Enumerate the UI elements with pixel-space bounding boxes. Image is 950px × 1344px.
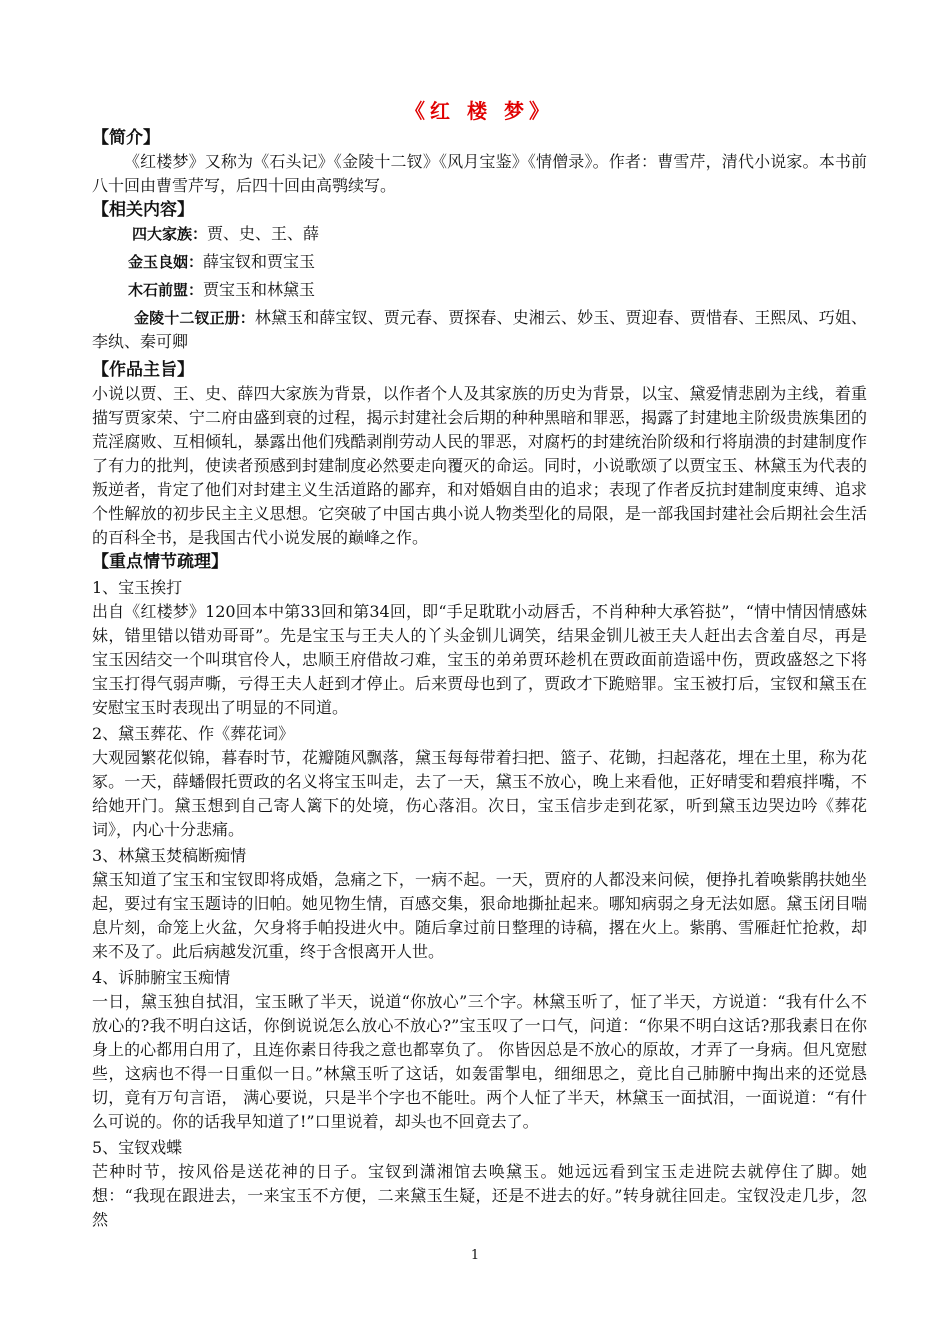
theme-paragraph: 小说以贾、王、史、薛四大家族为背景，以作者个人及其家族的历史为背景，以宝、黛爱情悲剧为主线，着重描写贾家荣、宁二府由盛到衰的过程，揭示封建社会后期的种种黑暗和罪恶，揭露了封建地主阶级贵族集团的荒淫腐败、互相倾轧，暴露出他们残酷剥削劳动人民的罪恶，对腐朽的封建统治阶级和行将崩溃的封建制度作了有力的批判，使读者预感到封建制度必然要走向覆灭的命运。同时，小说歌颂了以贾宝玉、林黛玉为代表的叛逆者，肯定了他们对封建主义生活道路的鄙弃，和对婚姻自由的追求；表现了作者反抗封建制度束缚、追求个性解放的初步民主主义思想。它突破了中国古典小说人物类型化的局限，是一部我国封建社会后期社会生活的百科全书，是我国古代小说发展的巅峰之作。 <box>92 384 867 547</box>
related-value: 贾、史、王、薛 <box>207 224 320 243</box>
related-value: 薛宝钗和贾宝玉 <box>203 252 316 271</box>
related-label: 金玉良姻： <box>128 253 204 271</box>
related-item-jinyu <box>92 250 867 274</box>
intro-heading: 【简介】 <box>92 128 160 148</box>
related-value: 贾宝玉和林黛玉 <box>203 280 316 299</box>
related-label: 木石前盟： <box>128 281 204 299</box>
plot-title: 5、宝钗戏蝶 <box>92 1138 183 1157</box>
plot-paragraph: 一日，黛玉独自拭泪，宝玉瞅了半天，说道“你放心”三个字。林黛玉听了，怔了半天，方说道：“我有什么不放心的?我不明白这话，你倒说说怎么放心不放心?”宝玉叹了一口气，问道：“你果不明白这话?那我素日在你身上的心都用白用了，且连你素日待我之意也都辜负了。 你皆因总是不放心的原故，才弄了一身病。但凡宽慰些，这病也不得一日重似一日。”林黛玉听了这话，如轰雷掣电，细细思之，竟比自己肺腑中掏出来的还觉恳切，竟有万句言语， 满心要说，只是半个字也不能吐。两个人怔了半天，林黛玉一面拭泪，一面说道：“有什么可说的。你的话我早知道了!”口里说着，却头也不回竟去了。 <box>92 992 867 1131</box>
page-number: 1 <box>470 1248 480 1263</box>
plot-title: 3、林黛玉焚稿断痴情 <box>92 846 247 865</box>
page-content <box>92 98 867 1232</box>
plot-title: 4、诉肺腑宝玉痴情 <box>92 968 231 987</box>
related-item-four-families <box>92 222 867 246</box>
related-label: 金陵十二钗正册： <box>134 309 255 327</box>
related-label: 四大家族： <box>132 225 208 243</box>
plot-paragraph: 大观园繁花似锦，暮春时节，花瓣随风飘落，黛玉每每带着扫把、篮子、花锄，扫起落花，埋在土里，称为花冢。一天，薛蟠假托贾政的名义将宝玉叫走，去了一天，黛玉不放心，晚上来看他，正好晴雯和碧痕拌嘴，不给她开门。黛玉想到自己寄人篱下的处境，伤心落泪。次日，宝玉信步走到花冢，听到黛玉边哭边吟《葬花词》，内心十分悲痛。 <box>92 748 867 839</box>
plots-heading: 【重点情节疏理】 <box>92 552 228 572</box>
plot-title: 1、宝玉挨打 <box>92 578 183 597</box>
intro-paragraph: 《红楼梦》又称为《石头记》《金陵十二钗》《风月宝鉴》《情僧录》。作者：曹雪芹，清代小说家。本书前八十回由曹雪芹写，后四十回由高鹗续写。 <box>92 152 867 195</box>
plot-paragraph: 出自《红楼梦》120回本中第33回和第34回，即“手足耽耽小动唇舌，不肖种种大承笞挞”，“情中情因情感妹妹，错里错以错劝哥哥”。先是宝玉与王夫人的丫头金钏儿调笑，结果金钏儿被王夫人赶出去含羞自尽，再是宝玉因结交一个叫琪官伶人，忠顺王府借故刁难，宝玉的弟弟贾环趁机在贾政面前造谣中伤，贾政盛怒之下将宝玉打得气弱声嘶，亏得王夫人赶到才停止。后来贾母也到了，贾政才下跪赔罪。宝玉被打后，宝钗和黛玉在安慰宝玉时表现出了明显的不同道。 <box>92 602 867 717</box>
related-item-mushi <box>92 278 867 302</box>
document-title: 《红 楼 梦》 <box>405 99 554 123</box>
related-item-twelve-beauties <box>92 306 867 354</box>
plot-paragraph: 黛玉知道了宝玉和宝钗即将成婚，急痛之下，一病不起。一天，贾府的人都没来问候，便挣扎着唤紫鹃扶她坐起，要过有宝玉题诗的旧帕。她见物生情，百感交集，狠命地撕扯起来。哪知病弱之身无法如愿。黛玉闭目喘息片刻，命笼上火盆，欠身将手帕投进火中。随后拿过前日整理的诗稿，撂在火上。紫鹃、雪雁赶忙抢救，却来不及了。此后病越发沉重，终于含恨离开人世。 <box>92 870 867 961</box>
related-value: 林黛玉和薛宝钗、贾元春、贾探春、史湘云、妙玉、贾迎春、贾惜春、王熙凤、巧姐、李纨、秦可卿 <box>92 308 867 351</box>
plot-title: 2、黛玉葬花、作《葬花词》 <box>92 724 295 743</box>
plot-paragraph: 芒种时节，按风俗是送花神的日子。宝钗到潇湘馆去唤黛玉。她远远看到宝玉走进院去就停住了脚。她想：“我现在跟进去，一来宝玉不方便，二来黛玉生疑，还是不进去的好。”转身就往回走。宝钗没走几步，忽然 <box>92 1162 867 1229</box>
related-heading: 【相关内容】 <box>92 200 194 220</box>
theme-heading: 【作品主旨】 <box>92 360 194 380</box>
